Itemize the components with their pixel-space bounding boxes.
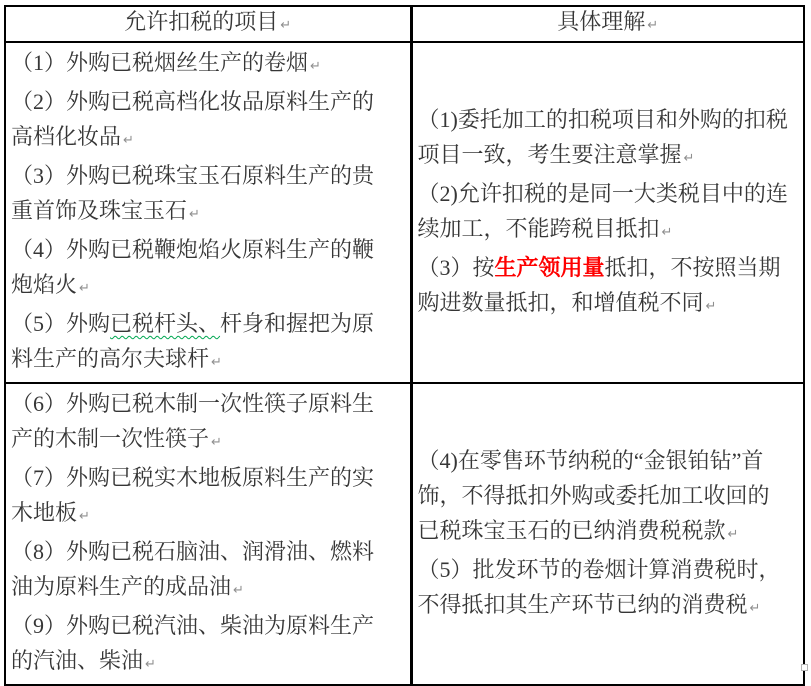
text-segment: （9）外购已税汽油、柴油为原料生产的汽油、柴油 (11, 613, 375, 673)
tax-deduction-table (4, 5, 805, 686)
cell-understanding-group2 (411, 383, 804, 685)
text-segment: （5）批发环节的卷烟计算消费税时，不得抵扣其生产环节已纳的消费税 (417, 556, 781, 617)
table-header-row (5, 6, 804, 42)
text-segment: （1）外购已税烟丝生产的卷烟 (11, 50, 309, 75)
text-segment: （3）按 (417, 254, 495, 280)
text-segment: （5）外购 (11, 311, 111, 336)
text-segment: （8）外购已税石脑油、润滑油、燃料油为原料生产的成品油 (11, 539, 375, 599)
header-left-label: 允许扣税的项目 (124, 9, 279, 34)
item-paragraph (11, 232, 396, 306)
item-paragraph (11, 84, 396, 158)
paragraph-mark: ↵ (661, 224, 673, 240)
text-segment: （7）外购已税实木地板原料生产的实木地板 (11, 465, 375, 525)
item-paragraph (11, 45, 396, 84)
item-paragraph (418, 552, 790, 626)
table-row-2 (5, 383, 804, 685)
paragraph-mark: ↵ (145, 657, 156, 672)
paragraph-mark: ↵ (211, 435, 222, 450)
paragraph-mark: ↵ (79, 281, 90, 296)
table-resize-handle[interactable] (801, 664, 808, 671)
text-segment: （3）外购已税珠宝玉石原料生产的贵重首饰及珠宝玉石 (11, 163, 375, 223)
paragraph-mark: ↵ (79, 509, 90, 524)
cell-deductible-items-group2 (5, 383, 411, 685)
item-paragraph (11, 534, 396, 608)
item-paragraph (418, 176, 790, 250)
table-row-1 (5, 42, 804, 383)
spellcheck-underlined-text: 已税杆头、 (110, 311, 221, 336)
text-segment: （2）外购已税高档化妆品原料生产的高档化妆品 (11, 89, 375, 149)
text-segment: 抵扣，不按照当期购进数量抵扣，和增值税不同 (417, 254, 781, 315)
item-paragraph (11, 460, 396, 534)
paragraph-mark: ↵ (749, 600, 761, 616)
item-paragraph (11, 608, 396, 682)
paragraph-mark: ↵ (310, 59, 321, 74)
paragraph-mark: ↵ (647, 18, 659, 33)
header-deductible-items (5, 6, 411, 42)
text-segment: （2)允许扣税的是同一大类税目中的连续加工，不能跨税目抵扣 (417, 180, 788, 241)
item-paragraph (418, 102, 790, 176)
paragraph-mark: ↵ (705, 298, 717, 314)
cell-deductible-items-group1 (5, 42, 411, 383)
paragraph-mark: ↵ (683, 150, 695, 166)
header-right-label: 具体理解 (557, 9, 646, 34)
text-segment: （6）外购已税木制一次性筷子原料生产的木制一次性筷子 (11, 391, 375, 451)
cell-understanding-group1 (411, 42, 804, 383)
item-paragraph (11, 306, 396, 380)
text-segment: 杆身和握把为原料生产的高尔夫球杆 (11, 311, 375, 371)
red-highlight-text: 生产领用量 (494, 254, 605, 280)
header-understanding (411, 6, 804, 42)
item-paragraph (11, 386, 396, 460)
item-paragraph (418, 443, 790, 552)
paragraph-mark: ↵ (189, 207, 200, 222)
item-paragraph (11, 158, 396, 232)
paragraph-mark: ↵ (123, 133, 134, 148)
paragraph-mark: ↵ (280, 18, 292, 33)
text-segment: （4）外购已税鞭炮焰火原料生产的鞭炮焰火 (11, 237, 375, 297)
paragraph-mark: ↵ (233, 583, 244, 598)
paragraph-mark: ↵ (727, 526, 739, 542)
item-paragraph (418, 250, 790, 324)
paragraph-mark: ↵ (211, 355, 222, 370)
text-segment: （4)在零售环节纳税的“金银铂钻”首饰，不得抵扣外购或委托加工收回的已税珠宝玉石的已纳消费税税款 (417, 447, 770, 543)
text-segment: （1)委托加工的扣税项目和外购的扣税项目一致，考生要注意掌握 (417, 106, 788, 167)
